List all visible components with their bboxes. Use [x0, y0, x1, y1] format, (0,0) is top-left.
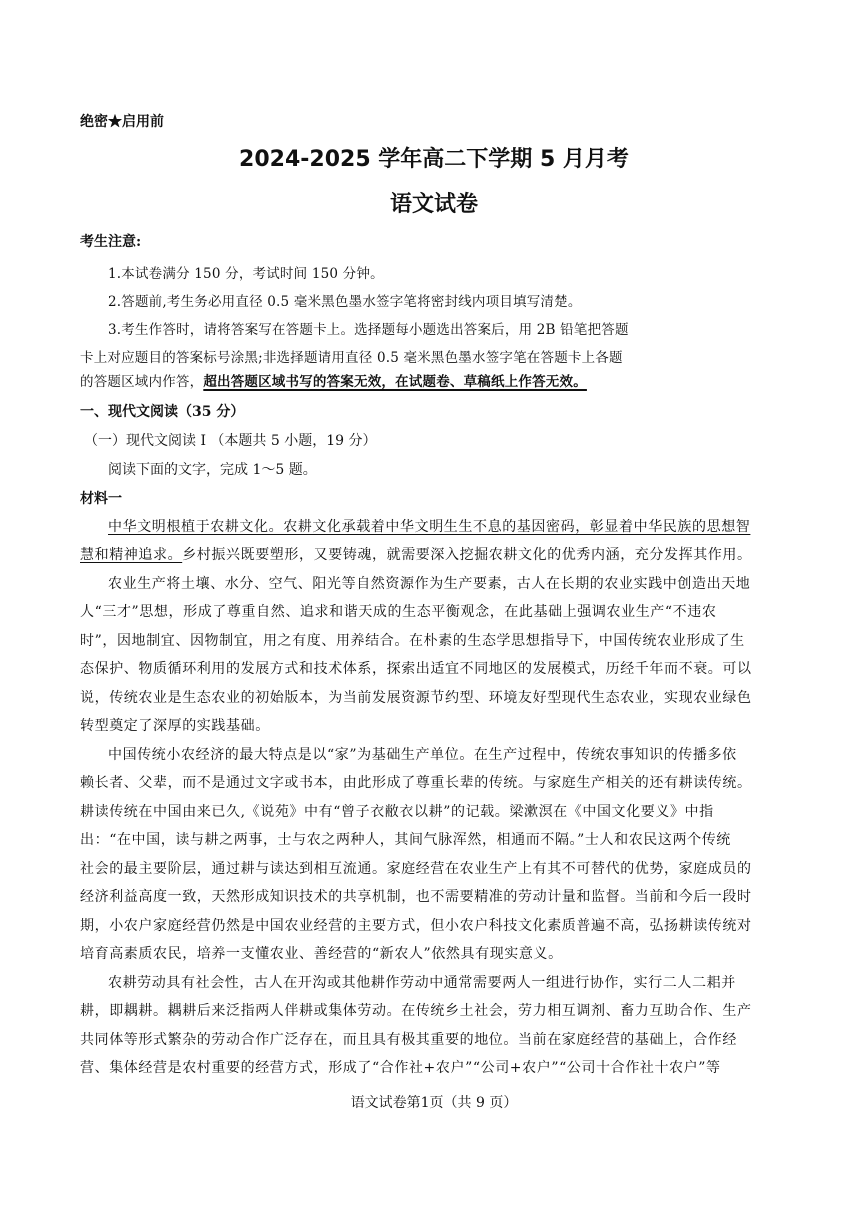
passage-line-12: 出：“在中国，读与耕之两事，士与农之两种人，其间气脉浑然，相通而不隔。”士人和农民这两个传统 — [80, 832, 731, 848]
notice-item-3: 3.考生作答时，请将答案写在答题卡上。选择题每小题选出答案后，用 2B 铅笔把答题 — [108, 322, 629, 338]
passage-line-13: 社会的最主要阶层，通过耕与读达到相互流通。家庭经营在农业生产上有其不可替代的优势，家庭成员的 — [80, 861, 752, 877]
reading-instruction: 阅读下面的文字，完成 1～5 题。 — [108, 462, 317, 478]
exam-title: 2024-2025 学年高二下学期 5 月月考 — [239, 147, 629, 172]
passage-line-2-rest: 乡村振兴既要塑形，又要铸魂，就需要深入挖掘农耕文化的优秀内涵，充分发挥其作用。 — [182, 547, 752, 563]
material-label: 材料一 — [80, 491, 122, 507]
notice-item-1: 1.本试卷满分 150 分，考试时间 150 分钟。 — [108, 266, 384, 282]
passage-line-8: 转型奠定了深厚的实践基础。 — [80, 718, 270, 734]
passage-line-14: 经济利益高度一致，天然形成知识技术的共享机制，也不需要精准的劳动计量和监督。当前和今后一段时 — [80, 889, 752, 905]
confidential-mark: 绝密★启用前 — [80, 114, 164, 130]
exam-subtitle: 语文试卷 — [389, 192, 478, 217]
notice-item-2: 2.答题前,考生务必用直径 0.5 毫米黑色墨水签字笔将密封线内项目填写清楚。 — [108, 294, 582, 310]
passage-line-5: 时”，因地制宜、因物制宜，用之有度、用养结合。在朴素的生态学思想指导下，中国传统农业形成了生 — [80, 633, 745, 649]
passage-line-3: 农业生产将土壤、水分、空气、阳光等自然资源作为生产要素，古人在长期的农业实践中创造出天地 — [108, 576, 751, 592]
notice-item-3-end — [80, 370, 587, 390]
passage-underlined-phrase: 慧和精神追求。 — [80, 547, 183, 563]
passage-line-1: 中华文明根植于农耕文化。农耕文化承载着中华文明生生不息的基因密码，彰显着中华民族的思想智 — [108, 519, 751, 535]
passage-line-20: 营、集体经营是农村重要的经营方式，形成了“合作社+农户”“公司+农户”“公司十合作社十农户”等 — [80, 1060, 721, 1076]
passage-line-15: 期，小农户家庭经营仍然是中国农业经营的主要方式，但小农户科技文化素质普遍不高，弘扬耕读传统对 — [80, 918, 752, 934]
passage-line-7: 说，传统农业是生态农业的初始版本，为当前发展资源节约型、环境友好型现代生态农业，实现农业绿色 — [80, 690, 752, 706]
notice-item-3-cont: 卡上对应题目的答案标号涂黑;非选择题请用直径 0.5 毫米黑色墨水签字笔在答题卡上各题 — [80, 350, 623, 366]
passage-line-18: 耕，即耦耕。耦耕后来泛指两人伴耕或集体劳动。在传统乡土社会，劳力相互调剂、畜力互助合作、生产 — [80, 1003, 752, 1019]
passage-line-19: 共同体等形式繁杂的劳动合作广泛存在，而且具有极其重要的地位。当前在家庭经营的基础上，合作经 — [80, 1032, 737, 1048]
subsection-title: （一）现代文阅读 I （本题共 5 小题，19 分） — [84, 433, 377, 449]
passage-line-9: 中国传统小农经济的最大特点是以“家”为基础生产单位。在生产过程中，传统农事知识的传播多依 — [108, 747, 737, 763]
passage-line-16: 培育高素质农民，培养一支懂农业、善经营的“新农人”依然具有现实意义。 — [80, 946, 563, 962]
section-title: 一、现代文阅读（35 分） — [80, 404, 245, 420]
notice-emphasis-text: 超出答题区域书写的答案无效，在试题卷、草稿纸上作答无效。 — [203, 374, 587, 390]
notice-heading: 考生注意: — [80, 234, 142, 250]
passage-line-4: 人“三才”思想，形成了尊重自然、追求和谐天成的生态平衡观念，在此基础上强调农业生产“不违农 — [80, 604, 717, 620]
passage-line-17: 农耕劳动具有社会性，古人在开沟或其他耕作劳动中通常需要两人一组进行协作，实行二人二耜并 — [108, 975, 736, 991]
passage-line-6: 态保护、物质循环利用的发展方式和技术体系，探索出适宜不同地区的发展模式，历经千年而不衰。可以 — [80, 661, 752, 677]
passage-line-10: 赖长者、父辈，而不是通过文字或书本，由此形成了尊重长辈的传统。与家庭生产相关的还有耕读传统。 — [80, 775, 752, 791]
passage-line-2 — [80, 544, 786, 564]
passage-line-11: 耕读传统在中国由来已久,《说苑》中有“曾子衣敝衣以耕”的记载。梁漱溟在《中国文化要义》中指 — [80, 804, 714, 820]
notice-plain-text: 的答题区域内作答， — [80, 374, 204, 390]
page-footer: 语文试卷第1页（共 9 页） — [350, 1095, 518, 1111]
